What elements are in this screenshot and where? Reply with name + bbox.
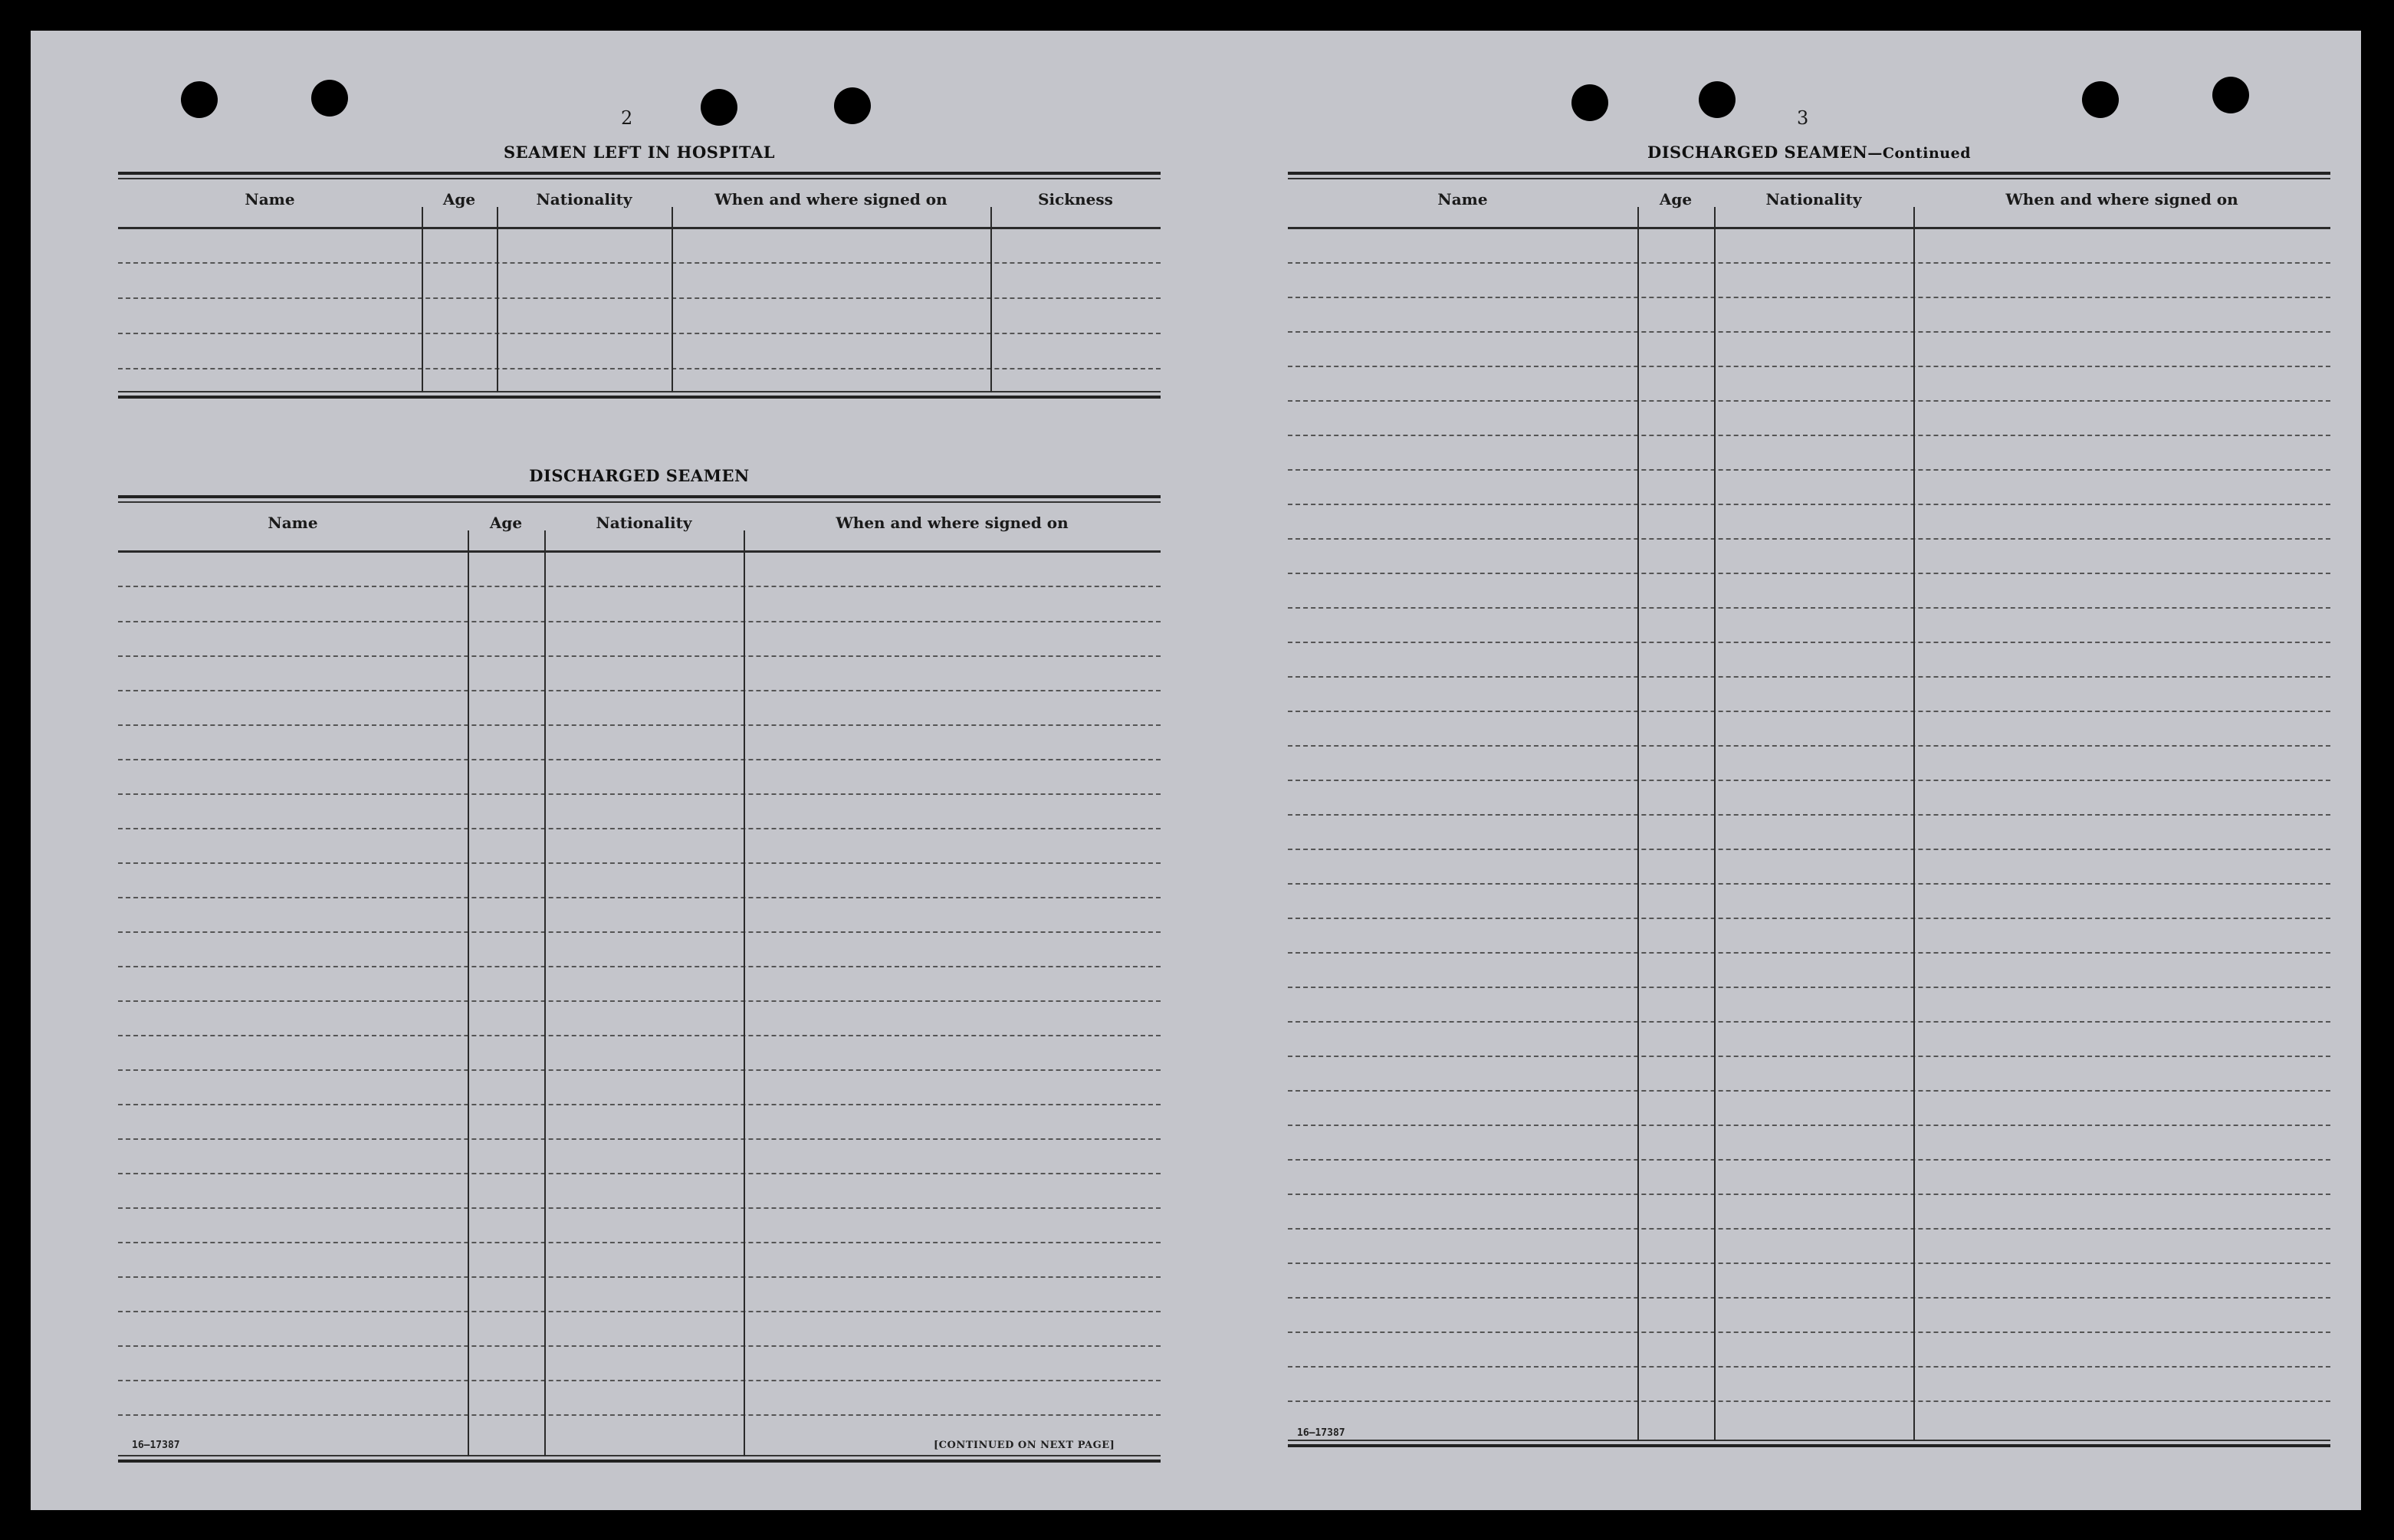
- hospital-col-nationality: Nationality: [536, 190, 632, 209]
- hospital-col-sickness: Sickness: [1038, 190, 1113, 209]
- discharged-col-signed-on: When and where signed on: [836, 514, 1069, 532]
- discharged-col-name: Name: [1437, 190, 1488, 209]
- discharged-col-age: Age: [1659, 190, 1693, 209]
- discharged-seamen-continued-title: [1288, 143, 2330, 162]
- punch-hole: [2082, 81, 2119, 118]
- punch-hole: [2212, 77, 2249, 113]
- discharged-col-name: Name: [268, 514, 318, 532]
- discharged-col-nationality: Nationality: [1765, 190, 1862, 209]
- hospital-col-signed-on: When and where signed on: [714, 190, 947, 209]
- punch-hole: [1571, 84, 1608, 121]
- hospital-col-age: Age: [442, 190, 476, 209]
- discharged-table-left: [118, 495, 1161, 1469]
- discharged-col-nationality: Nationality: [596, 514, 692, 532]
- continued-suffix: —Continued: [1867, 145, 1971, 162]
- hospital-table: [118, 172, 1161, 448]
- seamen-left-in-hospital-title: SEAMEN LEFT IN HOSPITAL: [503, 143, 776, 162]
- discharged-seamen-title: DISCHARGED SEAMEN: [529, 466, 750, 485]
- punch-hole: [181, 81, 218, 118]
- punch-hole: [311, 80, 348, 117]
- page-number: 2: [621, 107, 633, 129]
- page-number: 3: [1797, 107, 1809, 129]
- discharged-col-signed-on: When and where signed on: [2005, 190, 2238, 209]
- punch-hole: [701, 89, 737, 126]
- punch-hole: [834, 87, 871, 124]
- form-number: 16—17387: [132, 1440, 180, 1451]
- continued-on-next-page-note: [CONTINUED ON NEXT PAGE]: [934, 1440, 1115, 1451]
- form-number: 16—17387: [1297, 1427, 1345, 1439]
- discharged-col-age: Age: [489, 514, 523, 532]
- scanned-form-sheet: [31, 31, 2361, 1510]
- discharged-table-right: [1288, 172, 2330, 1467]
- hospital-col-name: Name: [245, 190, 295, 209]
- discharged-seamen-title: DISCHARGED SEAMEN: [1647, 143, 1868, 162]
- punch-hole: [1699, 81, 1736, 118]
